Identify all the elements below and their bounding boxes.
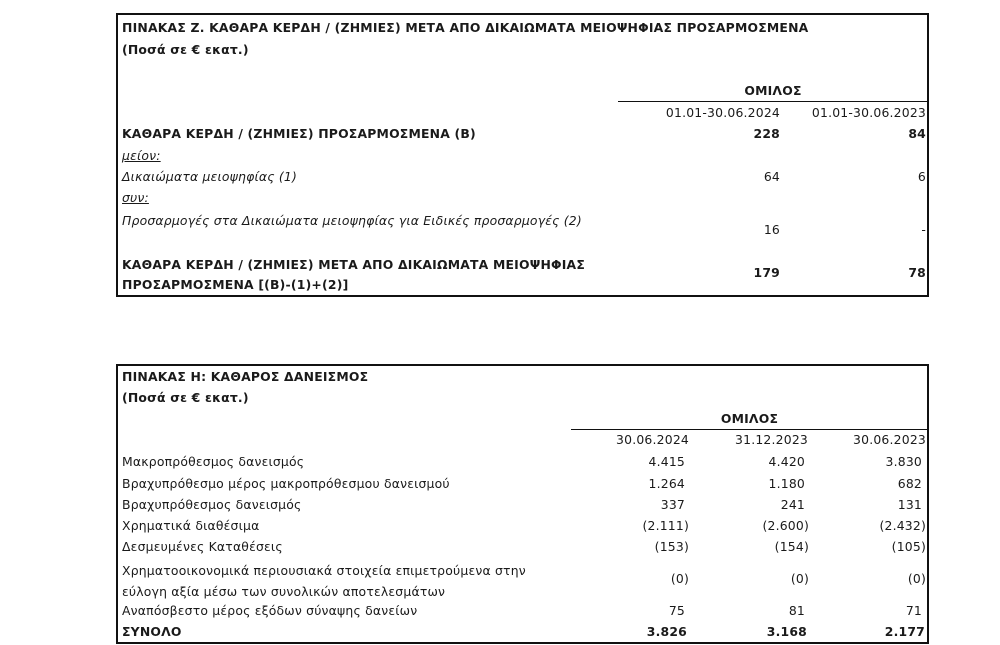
cell-value: (2.111) — [642, 518, 689, 533]
row-label: ΚΑΘΑΡΑ ΚΕΡΔΗ / (ΖΗΜΙΕΣ) ΜΕΤΑ ΑΠΟ ΔΙΚΑΙΩΜΑΤΑ ΜΕΙΟΨΗΦΙΑΣ ΠΡΟΣΑΡΜΟΣΜΕΝΑ [(Β)-(1)+(2)] — [122, 257, 586, 292]
column-header: 30.06.2023 — [853, 432, 926, 447]
row-label: Μακροπρόθεσμος δανεισμός — [122, 454, 305, 469]
cell-value: 75 — [668, 603, 685, 618]
cell-value: 78 — [908, 265, 926, 280]
header-divider — [618, 101, 929, 102]
adjusted-net-profit-table — [116, 13, 929, 297]
cell-value: 4.420 — [768, 454, 805, 469]
cell-value: (0) — [670, 571, 689, 586]
column-header: 01.01-30.06.2023 — [811, 105, 926, 120]
cell-value: 131 — [897, 497, 922, 512]
row-label: Χρηματοοικονομικά περιουσιακά στοιχεία επιμετρούμενα στην εύλογη αξία μέσω των συνολικών αποτελεσμάτων — [122, 563, 526, 599]
cell-value: 1.180 — [768, 476, 805, 491]
table-subtitle: (Ποσά σε € εκατ.) — [122, 390, 249, 405]
cell-value: 1.264 — [648, 476, 685, 491]
row-label: Χρηματικά διαθέσιμα — [122, 518, 260, 533]
row-label: Βραχυπρόθεσμος δανεισμός — [122, 497, 302, 512]
cell-value: (153) — [654, 539, 689, 554]
cell-value: (105) — [891, 539, 926, 554]
row-label: ΚΑΘΑΡΑ ΚΕΡΔΗ / (ΖΗΜΙΕΣ) ΠΡΟΣΑΡΜΟΣΜΕΝΑ (Β) — [122, 126, 476, 141]
group-header: ΟΜΙΛΟΣ — [744, 83, 802, 98]
cell-value: (0) — [907, 571, 926, 586]
cell-value: 4.415 — [648, 454, 685, 469]
total-label: ΣΥΝΟΛΟ — [122, 624, 182, 639]
total-value: 2.177 — [884, 624, 925, 639]
cell-value: (154) — [774, 539, 809, 554]
cell-value: 179 — [753, 265, 780, 280]
total-value: 3.826 — [646, 624, 687, 639]
cell-value: 84 — [908, 126, 926, 141]
column-header: 01.01-30.06.2024 — [665, 105, 780, 120]
column-header: 30.06.2024 — [616, 432, 689, 447]
cell-value: 682 — [897, 476, 922, 491]
net-borrowing-table — [116, 364, 929, 644]
cell-value: (0) — [790, 571, 809, 586]
row-label: Βραχυπρόθεσμο μέρος μακροπρόθεσμου δανεισμού — [122, 476, 450, 491]
cell-value: 6 — [917, 169, 926, 184]
row-label: μείον: — [122, 148, 161, 163]
row-label: Δικαιώματα μειοψηφίας (1) — [122, 169, 298, 184]
table-subtitle: (Ποσά σε € εκατ.) — [122, 42, 249, 57]
cell-value: 228 — [753, 126, 780, 141]
cell-value: (2.432) — [879, 518, 926, 533]
row-label: Προσαρμογές στα Δικαιώματα μειοψηφίας για Ειδικές προσαρμογές (2) — [122, 213, 582, 228]
cell-value: - — [921, 222, 926, 237]
row-label: Δεσμευμένες Καταθέσεις — [122, 539, 283, 554]
cell-value: 64 — [763, 169, 780, 184]
header-divider — [571, 429, 929, 430]
table-title: ΠΙΝΑΚΑΣ Ζ. ΚΑΘΑΡΑ ΚΕΡΔΗ / (ΖΗΜΙΕΣ) ΜΕΤΑ ΑΠΟ ΔΙΚΑΙΩΜΑΤΑ ΜΕΙΟΨΗΦΙΑΣ ΠΡΟΣΑΡΜΟΣΜΕΝΑ — [122, 20, 809, 35]
total-value: 3.168 — [766, 624, 807, 639]
cell-value: (2.600) — [762, 518, 809, 533]
cell-value: 81 — [788, 603, 805, 618]
row-label: Αναπόσβεστο μέρος εξόδων σύναψης δανείων — [122, 603, 418, 618]
column-header: 31.12.2023 — [735, 432, 808, 447]
table-title: ΠΙΝΑΚΑΣ Η: ΚΑΘΑΡΟΣ ΔΑΝΕΙΣΜΟΣ — [122, 369, 369, 384]
cell-value: 3.830 — [885, 454, 922, 469]
row-label: συν: — [122, 190, 149, 205]
cell-value: 71 — [905, 603, 922, 618]
cell-value: 241 — [780, 497, 805, 512]
cell-value: 16 — [763, 222, 780, 237]
group-header: ΟΜΙΛΟΣ — [720, 411, 779, 426]
cell-value: 337 — [660, 497, 685, 512]
